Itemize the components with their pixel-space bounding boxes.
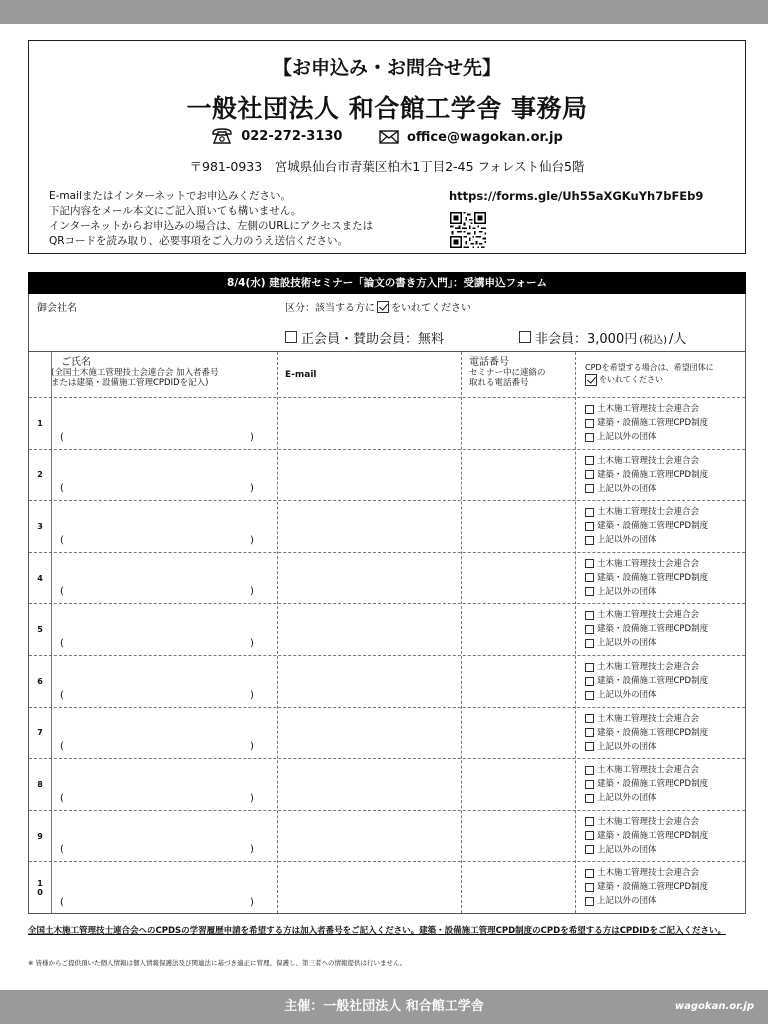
cpd-option-label: 上記以外の団体 [597, 741, 657, 752]
name-field[interactable] [52, 398, 277, 449]
cpd-option-label: 土木施工管理技士会連合会 [597, 713, 700, 724]
applicant-table [28, 352, 746, 914]
row-number: 8 [37, 779, 43, 789]
cpd-option-label: 土木施工管理技士会連合会 [597, 558, 700, 569]
member-non-option[interactable] [519, 328, 686, 347]
email-field[interactable] [278, 708, 461, 759]
cpd-option[interactable] [585, 636, 708, 650]
cpd-option-label: 建築・設備施工管理CPD制度 [597, 418, 709, 428]
cpd-option[interactable] [585, 608, 708, 622]
cpd-checkbox[interactable] [585, 639, 594, 648]
member-regular-option[interactable] [285, 328, 444, 347]
row-number: 3 [37, 521, 43, 531]
table-row [29, 708, 745, 760]
cpd-option[interactable] [585, 533, 708, 547]
cpd-option[interactable] [585, 482, 708, 496]
cpd-options [585, 712, 708, 754]
instruction-line: E-mailまたはインターネットでお申込みください。 [49, 190, 291, 202]
cpd-checkbox[interactable] [585, 897, 594, 906]
cpd-options [585, 815, 708, 857]
division-label [285, 299, 471, 314]
member-id-close-paren: ) [250, 483, 254, 495]
cpd-option[interactable] [585, 519, 708, 533]
member-regular-label: 正会員・賛助会員：無料 [301, 332, 445, 347]
cpd-checkbox[interactable] [585, 625, 594, 634]
cpd-option[interactable] [585, 674, 708, 688]
cpd-option-label: 土木施工管理技士会連合会 [597, 816, 700, 827]
footer-site-link[interactable]: wagokan.or.jp [674, 1001, 754, 1012]
phone-field[interactable] [462, 398, 575, 449]
header-phone-sub: セミナー中に連絡の [469, 368, 546, 378]
row-number: 1 0 [37, 879, 43, 898]
cpd-option-label: 上記以外の団体 [597, 586, 657, 597]
cpd-option[interactable] [585, 585, 708, 599]
email-item [379, 130, 563, 145]
email-field[interactable] [278, 811, 461, 862]
cpd-checkbox[interactable] [585, 663, 594, 672]
row-number: 9 [37, 831, 43, 841]
cpd-checkbox[interactable] [585, 611, 594, 620]
phone-field[interactable] [462, 604, 575, 655]
member-id-close-paren: ) [250, 896, 254, 908]
member-regular-checkbox[interactable] [285, 331, 297, 343]
member-id-close-paren: ) [250, 844, 254, 856]
phone-field[interactable] [462, 862, 575, 914]
name-field[interactable] [52, 759, 277, 810]
cpd-checkbox[interactable] [585, 573, 594, 582]
cpd-option-label: 建築・設備施工管理CPD制度 [597, 830, 709, 841]
cpd-option-label: 土木施工管理技士会連合会 [597, 610, 700, 621]
mail-icon [379, 130, 399, 144]
division-suffix: をいれてください [391, 303, 471, 314]
contact-heading: 【お申込み・お問合せ先】 [272, 57, 501, 79]
header-cpd-line1: CPDを希望する場合は、希望団体に [585, 363, 714, 372]
member-id-open-paren: ( [60, 483, 64, 495]
cpd-checkbox[interactable] [585, 817, 594, 826]
table-row [29, 553, 745, 605]
cpd-options [585, 866, 708, 908]
cpd-option[interactable] [585, 430, 708, 444]
cpd-option-label: 上記以外の団体 [597, 844, 657, 855]
table-row [29, 656, 745, 708]
table-header [29, 352, 745, 398]
cpd-option-label: 土木施工管理技士会連合会 [597, 404, 700, 414]
cpd-option-label: 土木施工管理技士会連合会 [597, 868, 700, 879]
member-id-open-paren: ( [60, 741, 64, 753]
name-field[interactable] [52, 553, 277, 604]
cpd-option-label: 建築・設備施工管理CPD制度 [597, 624, 709, 635]
email-field[interactable] [278, 862, 461, 914]
header-phone-sub: 取れる電話番号 [469, 378, 529, 388]
phone-field[interactable] [462, 450, 575, 501]
header-phone-main: 電話番号 [469, 357, 509, 368]
row-number: 2 [37, 470, 43, 480]
qr-code[interactable] [450, 212, 486, 248]
table-row [29, 501, 745, 553]
header-cpd-line2-wrap [585, 374, 745, 386]
header-email: E-mail [285, 370, 317, 380]
member-id-close-paren: ) [250, 741, 254, 753]
table-row [29, 604, 745, 656]
row-number: 5 [37, 625, 43, 635]
cpd-checkbox[interactable] [585, 766, 594, 775]
instruction-line: QRコードを読み取り、必要事項をご入力のうえ送信ください。 [49, 235, 349, 247]
cpd-checkbox[interactable] [585, 714, 594, 723]
cpd-option[interactable] [585, 402, 708, 416]
cpd-option[interactable] [585, 740, 708, 754]
top-bar [0, 0, 768, 24]
table-row [29, 811, 745, 863]
org-name: 一般社団法人 和合館工学舎 事務局 [186, 94, 588, 123]
member-id-open-paren: ( [60, 896, 64, 908]
member-non-checkbox[interactable] [519, 331, 531, 343]
email-field[interactable] [278, 759, 461, 810]
cpd-checkbox[interactable] [585, 883, 594, 892]
header-cpd-line2: をいれてください [599, 375, 663, 384]
phone-number[interactable]: 022-272-3130 [241, 128, 343, 144]
cpd-checkbox[interactable] [585, 831, 594, 840]
footer [0, 990, 768, 1024]
cpd-option-label: 土木施工管理技士会連合会 [597, 662, 700, 672]
cpd-option-label: 建築・設備施工管理CPD制度 [597, 727, 709, 738]
cpd-option[interactable] [585, 777, 708, 791]
cpd-option[interactable] [585, 880, 708, 894]
cpd-option-label: 上記以外の団体 [597, 638, 657, 649]
cpd-checkbox[interactable] [585, 794, 594, 803]
cpd-option-label: 建築・設備施工管理CPD制度 [597, 779, 709, 790]
footer-host: 主催：一般社団法人 和合館工学舎 [284, 999, 484, 1014]
instructions [49, 189, 449, 249]
member-id-close-paren: ) [250, 689, 254, 701]
name-field[interactable] [52, 811, 277, 862]
email-field[interactable] [278, 501, 461, 552]
cpd-options [585, 608, 708, 650]
privacy-note: ※ 皆様からご提供頂いた個人情報は個人情報保護法及び関連法に基づき適正に管理、保護し、第三者への情報提供は行いません。 [28, 959, 407, 967]
company-label: 御会社名 [37, 303, 77, 314]
cpd-option[interactable] [585, 454, 708, 468]
cpd-option[interactable] [585, 866, 708, 880]
cpd-option[interactable] [585, 622, 708, 636]
member-id-close-paren: ) [250, 534, 254, 546]
member-id-close-paren: ) [250, 586, 254, 598]
cpd-checkbox[interactable] [585, 419, 594, 428]
row-number: 1 [37, 418, 43, 428]
row-number: 4 [37, 573, 43, 583]
cpd-option-label: 建築・設備施工管理CPD制度 [597, 676, 709, 686]
row-number: 7 [37, 728, 43, 738]
phone-item [211, 128, 342, 144]
cpd-option[interactable] [585, 660, 708, 674]
form-url-link[interactable]: https://forms.gle/Uh55aXGKuYh7bFEb9 [449, 189, 704, 203]
header-name-sub: または建築・設備施工管理CPDIDを記入) [51, 378, 209, 388]
company-area [28, 294, 746, 352]
cpd-options [585, 505, 708, 547]
cpd-option[interactable] [585, 416, 708, 430]
member-non-label: 非会員：3,000円 [535, 332, 638, 347]
cpd-option[interactable] [585, 829, 708, 843]
member-tax-label: (税込) [639, 335, 668, 346]
cpd-option-label: 建築・設備施工管理CPD制度 [597, 469, 709, 480]
cpd-option-label: 建築・設備施工管理CPD制度 [597, 521, 709, 532]
checkbox-checked-icon [377, 301, 389, 313]
member-id-open-paren: ( [60, 689, 64, 701]
cpd-option-label: 上記以外の団体 [597, 793, 657, 804]
cpd-option[interactable] [585, 712, 708, 726]
member-per-label: /人 [669, 332, 687, 347]
instruction-line: 下記内容をメール本文にご記入頂いても構いません。 [49, 205, 302, 217]
name-field[interactable] [52, 604, 277, 655]
cpd-option[interactable] [585, 726, 708, 740]
name-field[interactable] [52, 501, 277, 552]
cpd-option-label: 土木施工管理技士会連合会 [597, 455, 700, 466]
member-id-close-paren: ) [250, 637, 254, 649]
cpd-checkbox[interactable] [585, 484, 594, 493]
phone-field[interactable] [462, 656, 575, 707]
email-field[interactable] [278, 604, 461, 655]
cpd-option[interactable] [585, 791, 708, 805]
cpd-checkbox[interactable] [585, 845, 594, 854]
cpd-checkbox[interactable] [585, 405, 594, 414]
table-row [29, 759, 745, 811]
cpd-option[interactable] [585, 894, 708, 908]
checkbox-checked-icon [585, 374, 597, 386]
cpd-checkbox[interactable] [585, 470, 594, 479]
cpd-checkbox[interactable] [585, 780, 594, 789]
cpd-checkbox[interactable] [585, 691, 594, 700]
cpd-option[interactable] [585, 843, 708, 857]
cpd-option-label: 土木施工管理技士会連合会 [597, 507, 700, 518]
cpd-option-label: 上記以外の団体 [597, 535, 657, 546]
cpd-checkbox[interactable] [585, 677, 594, 686]
cpd-option-label: 土木施工管理技士会連合会 [597, 765, 700, 776]
division-prefix: 区分：該当する方に [285, 303, 375, 314]
cpd-option-label: 上記以外の団体 [597, 690, 657, 700]
cpd-options [585, 660, 708, 702]
cpd-option[interactable] [585, 468, 708, 482]
email-field[interactable] [278, 656, 461, 707]
cpd-options [585, 557, 708, 599]
name-field[interactable] [52, 708, 277, 759]
cpd-option[interactable] [585, 505, 708, 519]
cpd-options [585, 454, 708, 496]
cpd-checkbox[interactable] [585, 536, 594, 545]
member-id-open-paren: ( [60, 586, 64, 598]
phone-field[interactable] [462, 553, 575, 604]
cpd-checkbox[interactable] [585, 433, 594, 442]
member-id-open-paren: ( [60, 637, 64, 649]
cpd-option-label: 上記以外の団体 [597, 432, 657, 442]
phone-field[interactable] [462, 811, 575, 862]
phone-icon [211, 128, 233, 144]
member-id-open-paren: ( [60, 431, 64, 443]
cpd-checkbox[interactable] [585, 522, 594, 531]
cpd-option[interactable] [585, 557, 708, 571]
email-address[interactable]: office@wagokan.or.jp [407, 129, 563, 145]
member-id-close-paren: ) [250, 431, 254, 443]
cpd-note: 全国土木施工管理技士連合会へのCPDSの学習履歴申請を希望する方は加入者番号をご記入ください。建築・設備施工管理CPD制度のCPDを希望する方はCPDIDをご記入ください。 [28, 926, 726, 936]
member-id-open-paren: ( [60, 534, 64, 546]
row-number: 6 [37, 676, 43, 686]
phone-field[interactable] [462, 501, 575, 552]
cpd-options [585, 402, 708, 444]
table-row [29, 862, 745, 914]
contact-line [29, 128, 745, 148]
cpd-checkbox[interactable] [585, 559, 594, 568]
name-field[interactable] [52, 656, 277, 707]
member-id-open-paren: ( [60, 844, 64, 856]
email-field[interactable] [278, 398, 461, 449]
name-field[interactable] [52, 862, 277, 914]
cpd-option-label: 上記以外の団体 [597, 483, 657, 494]
form-title: 8/4(水) 建設技術セミナー「論文の書き方入門」：受講申込フォーム [28, 272, 746, 294]
table-row [29, 398, 745, 450]
member-id-close-paren: ) [250, 792, 254, 804]
cpd-checkbox[interactable] [585, 728, 594, 737]
cpd-option[interactable] [585, 763, 708, 777]
name-field[interactable] [52, 450, 277, 501]
cpd-option[interactable] [585, 815, 708, 829]
instruction-line: インターネットからお申込みの場合は、左側のURLにアクセスまたは [49, 220, 374, 232]
cpd-option-label: 建築・設備施工管理CPD制度 [597, 882, 709, 893]
cpd-options [585, 763, 708, 805]
cpd-option-label: 建築・設備施工管理CPD制度 [597, 572, 709, 583]
header-name-sub: (全国土木施工管理技士会連合会 加入者番号 [51, 368, 219, 378]
cpd-checkbox[interactable] [585, 869, 594, 878]
contact-box [28, 40, 746, 254]
cpd-checkbox[interactable] [585, 742, 594, 751]
cpd-checkbox[interactable] [585, 587, 594, 596]
address: 〒981-0933 宮城県仙台市青葉区柏木1丁目2-45 フォレスト仙台5階 [189, 159, 585, 174]
phone-field[interactable] [462, 708, 575, 759]
email-field[interactable] [278, 450, 461, 501]
cpd-option-label: 上記以外の団体 [597, 896, 657, 907]
table-row [29, 450, 745, 502]
email-field[interactable] [278, 553, 461, 604]
member-id-open-paren: ( [60, 792, 64, 804]
cpd-option[interactable] [585, 571, 708, 585]
cpd-checkbox[interactable] [585, 456, 594, 465]
header-name-main: ご氏名 [61, 357, 91, 368]
phone-field[interactable] [462, 759, 575, 810]
cpd-checkbox[interactable] [585, 508, 594, 517]
cpd-option[interactable] [585, 688, 708, 702]
